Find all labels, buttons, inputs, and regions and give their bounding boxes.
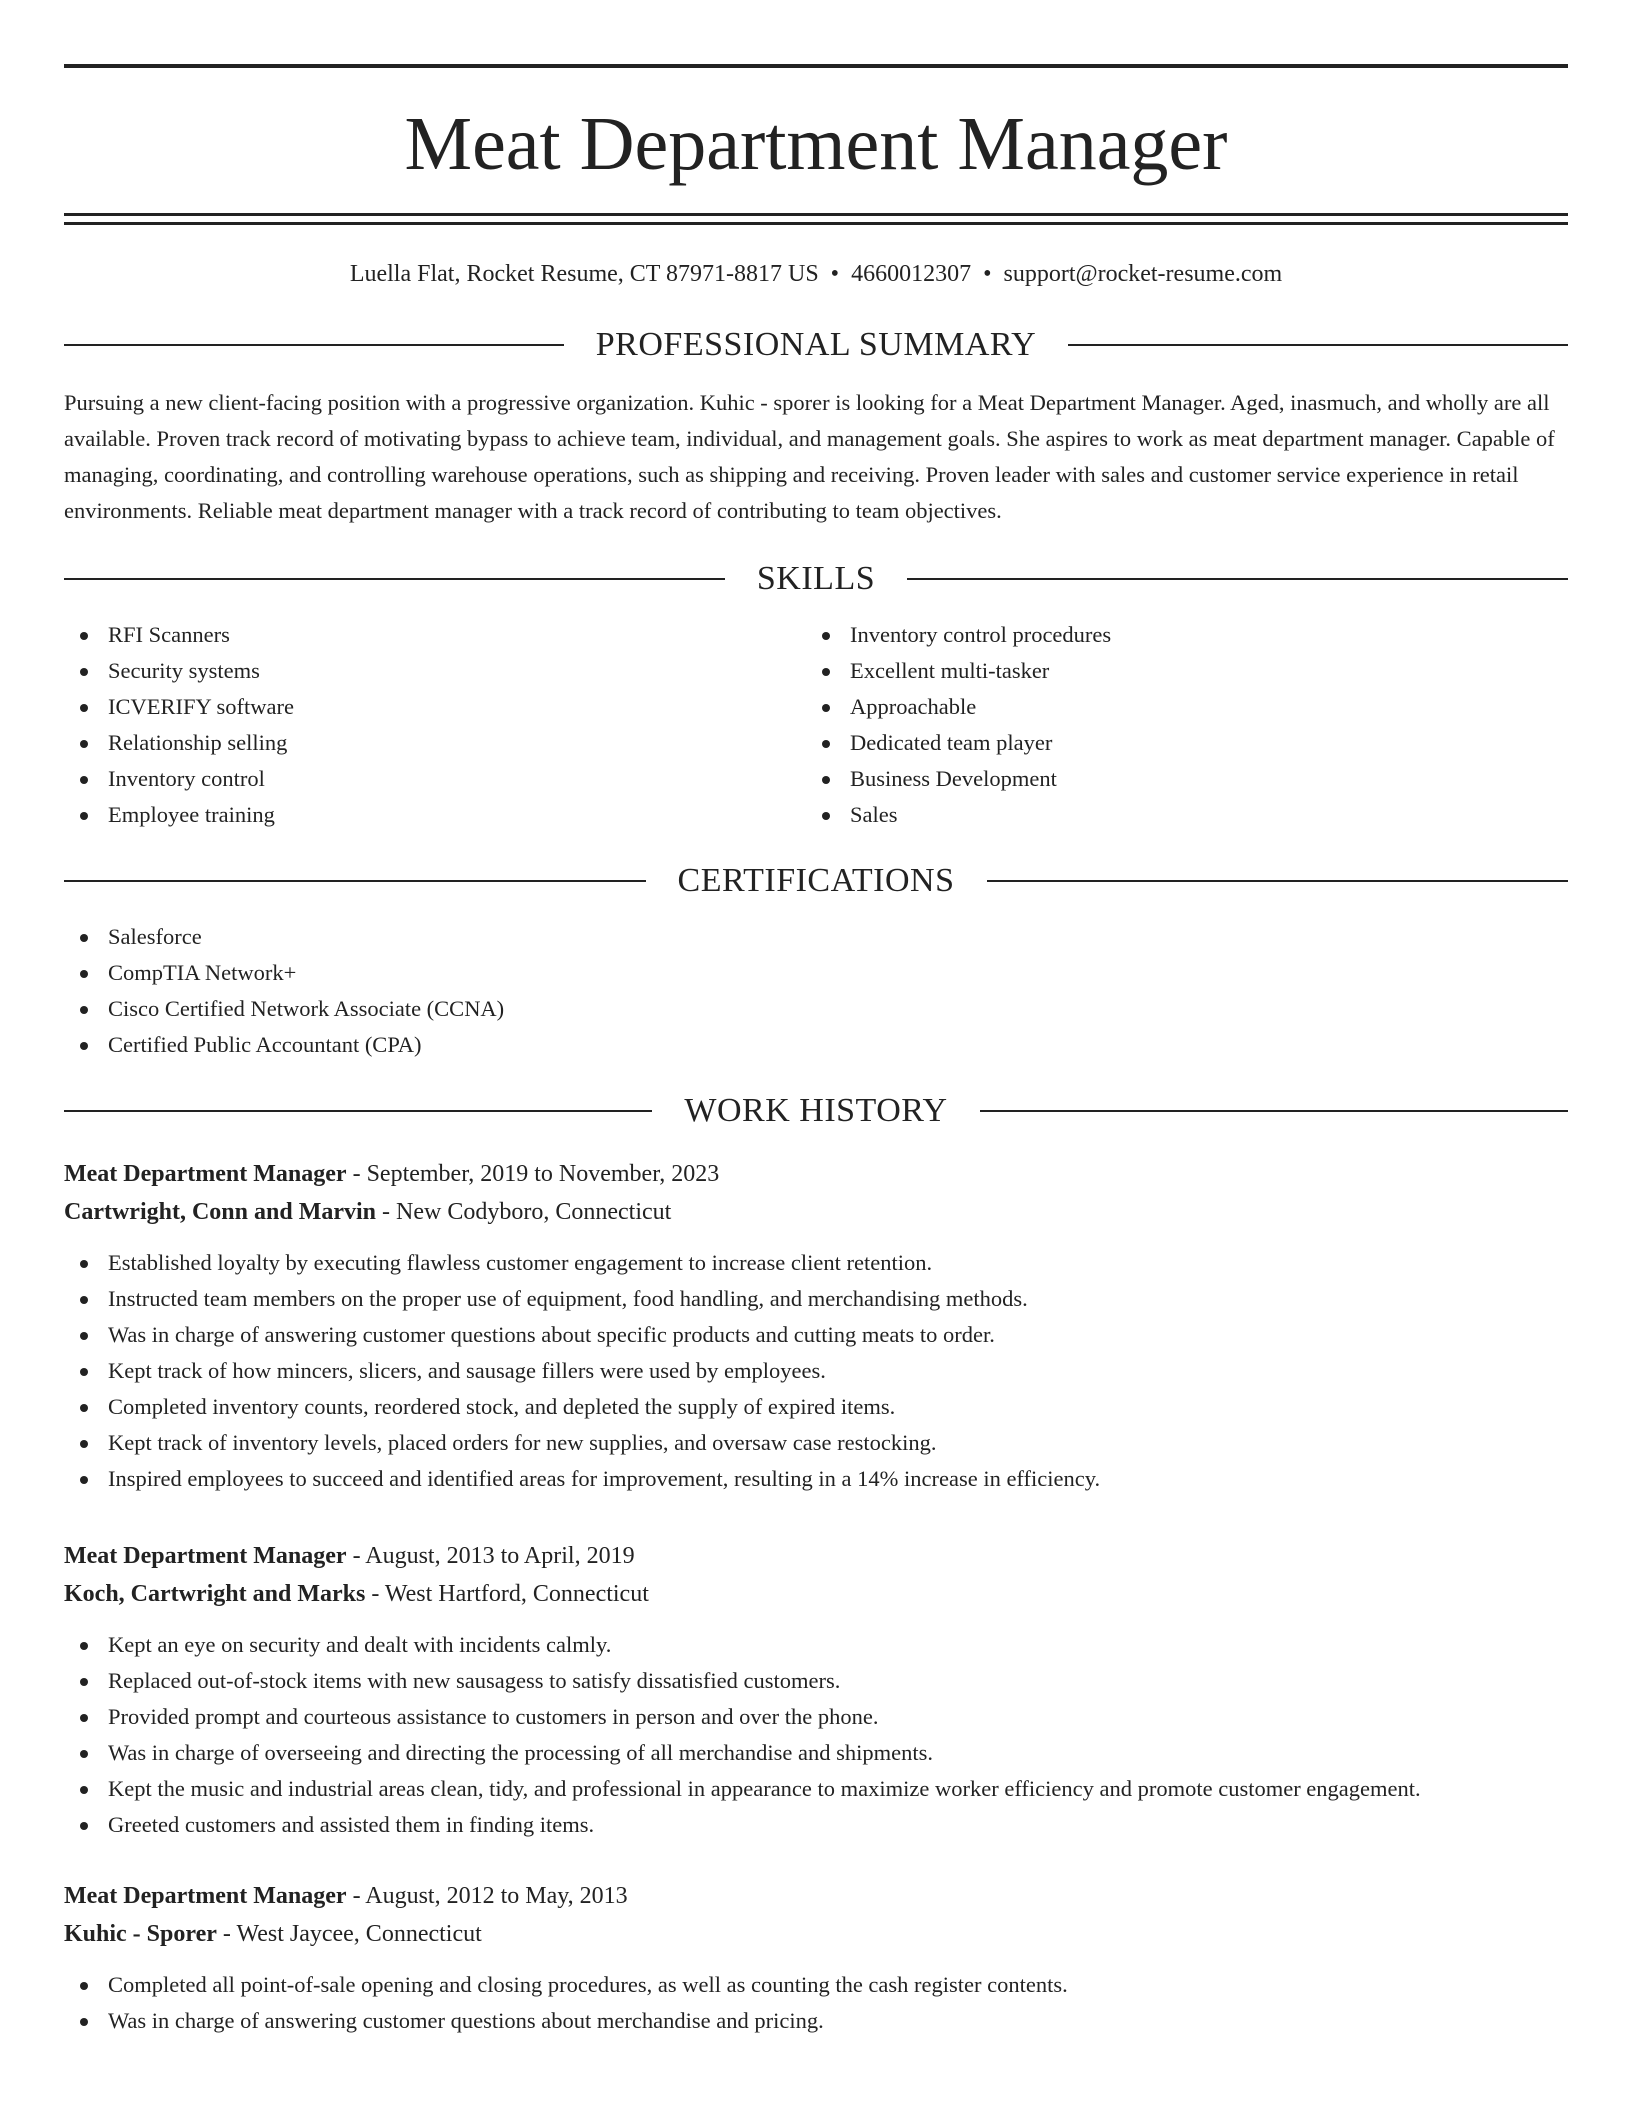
job-dates: September, 2019 to November, 2023 bbox=[366, 1161, 720, 1187]
heading-rule-left bbox=[64, 880, 646, 882]
job-duty: Replaced out-of-stock items with new sausagess to satisfy dissatisfied customers. bbox=[64, 1663, 1568, 1699]
section-heading-work-history bbox=[64, 1091, 1568, 1131]
job-company-line bbox=[64, 1915, 1568, 1953]
job-duty: Kept track of how mincers, slicers, and sausage fillers were used by employees. bbox=[64, 1353, 1568, 1389]
job-company: Koch, Cartwright and Marks bbox=[64, 1581, 366, 1607]
job-title: Meat Department Manager bbox=[64, 1161, 347, 1187]
skills-list-right bbox=[806, 617, 1548, 833]
summary-paragraph: Pursuing a new client-facing position with a progressive organization. Kuhic - sporer is looking for a Meat Department Manager. Aged, inasmuch, and wholly are all available. Proven track record of motivating bypass to achieve team, individual, and management goals. She aspires to work as meat department manager. Capable of managing, coordinating, and controlling warehouse operations, such as shipping and receiving. Proven leader with sales and customer service experience in retail environments. Reliable meat department manager with a track record of contributing to team objectives. bbox=[64, 390, 1555, 523]
job-duty: Established loyalty by executing flawless customer engagement to increase client retention. bbox=[64, 1245, 1568, 1281]
job-duty: Instructed team members on the proper use of equipment, food handling, and merchandising methods. bbox=[64, 1281, 1568, 1317]
heading-rule-left bbox=[64, 578, 725, 580]
contact-email: support@rocket-resume.com bbox=[1003, 261, 1283, 287]
skill-item: Inventory control procedures bbox=[806, 617, 1548, 653]
skill-item: Relationship selling bbox=[64, 725, 806, 761]
skill-item: Business Development bbox=[806, 761, 1548, 797]
skill-item: Employee training bbox=[64, 797, 806, 833]
job-duty: Completed all point-of-sale opening and closing procedures, as well as counting the cash register contents. bbox=[64, 1967, 1568, 2003]
job-dates: August, 2012 to May, 2013 bbox=[365, 1883, 628, 1909]
job-company: Kuhic - Sporer bbox=[64, 1921, 217, 1947]
job-duty: Inspired employees to succeed and identified areas for improvement, resulting in a 14% increase in efficiency. bbox=[64, 1461, 1568, 1497]
job-dash: - bbox=[365, 1581, 385, 1607]
skill-item: Approachable bbox=[806, 689, 1548, 725]
job-entry bbox=[64, 1537, 1568, 1843]
job-company-line bbox=[64, 1575, 1568, 1613]
contact-separator: • bbox=[830, 261, 840, 287]
job-entry bbox=[64, 1155, 1568, 1497]
job-title: Meat Department Manager bbox=[64, 1883, 347, 1909]
certifications-list bbox=[64, 919, 1568, 1063]
job-duty: Was in charge of answering customer questions about specific products and cutting meats to order. bbox=[64, 1317, 1568, 1353]
job-entry bbox=[64, 1877, 1568, 2039]
job-location: West Jaycee, Connecticut bbox=[236, 1921, 482, 1947]
section-heading-skills bbox=[64, 559, 1568, 599]
job-title-line bbox=[64, 1877, 1568, 1915]
skill-item: Sales bbox=[806, 797, 1548, 833]
certification-item: Cisco Certified Network Associate (CCNA) bbox=[64, 991, 1568, 1027]
heading-rule-left bbox=[64, 344, 564, 346]
job-duty: Kept an eye on security and dealt with incidents calmly. bbox=[64, 1627, 1568, 1663]
contact-address: Luella Flat, Rocket Resume, CT 87971-8817 US bbox=[349, 261, 819, 287]
job-duties-list bbox=[64, 1245, 1568, 1497]
section-title: CERTIFICATIONS bbox=[677, 862, 955, 899]
job-dash: - bbox=[346, 1161, 367, 1187]
skill-item: RFI Scanners bbox=[64, 617, 806, 653]
job-duty: Greeted customers and assisted them in finding items. bbox=[64, 1807, 1568, 1843]
resume-page bbox=[64, 64, 1568, 2039]
job-dash: - bbox=[216, 1921, 237, 1947]
section-title: PROFESSIONAL SUMMARY bbox=[595, 326, 1037, 363]
skill-item: Security systems bbox=[64, 653, 806, 689]
job-duties-list bbox=[64, 1967, 1568, 2039]
section-heading-certifications bbox=[64, 861, 1568, 901]
section-title: SKILLS bbox=[756, 560, 876, 597]
certification-item: CompTIA Network+ bbox=[64, 955, 1568, 991]
heading-rule-left bbox=[64, 1110, 652, 1112]
certification-item: Certified Public Accountant (CPA) bbox=[64, 1027, 1568, 1063]
section-title: WORK HISTORY bbox=[684, 1092, 948, 1129]
job-duties-list bbox=[64, 1627, 1568, 1843]
certification-item: Salesforce bbox=[64, 919, 1568, 955]
skills-grid bbox=[64, 617, 1568, 833]
job-company: Cartwright, Conn and Marvin bbox=[64, 1199, 377, 1225]
skills-list-left bbox=[64, 617, 806, 833]
title-double-rule bbox=[64, 213, 1568, 225]
job-duty: Kept track of inventory levels, placed orders for new supplies, and oversaw case restocking. bbox=[64, 1425, 1568, 1461]
skill-item: ICVERIFY software bbox=[64, 689, 806, 725]
job-dash: - bbox=[346, 1883, 366, 1909]
job-duty: Was in charge of overseeing and directing the processing of all merchandise and shipments. bbox=[64, 1735, 1568, 1771]
resume-title: Meat Department Manager bbox=[404, 102, 1228, 186]
skill-item: Excellent multi-tasker bbox=[806, 653, 1548, 689]
contact-line bbox=[64, 259, 1568, 289]
job-title: Meat Department Manager bbox=[64, 1543, 347, 1569]
job-duty: Provided prompt and courteous assistance to customers in person and over the phone. bbox=[64, 1699, 1568, 1735]
job-company-line bbox=[64, 1193, 1568, 1231]
job-title-line bbox=[64, 1155, 1568, 1193]
heading-rule-right bbox=[980, 1110, 1568, 1112]
contact-separator: • bbox=[983, 261, 992, 287]
top-rule bbox=[64, 64, 1568, 68]
section-heading-summary bbox=[64, 325, 1568, 365]
heading-rule-right bbox=[907, 578, 1568, 580]
job-dash: - bbox=[346, 1543, 366, 1569]
skill-item: Inventory control bbox=[64, 761, 806, 797]
contact-phone: 4660012307 bbox=[851, 261, 972, 287]
job-title-line bbox=[64, 1537, 1568, 1575]
job-duty: Completed inventory counts, reordered stock, and depleted the supply of expired items. bbox=[64, 1389, 1568, 1425]
job-dates: August, 2013 to April, 2019 bbox=[365, 1543, 635, 1569]
job-location: New Codyboro, Connecticut bbox=[396, 1199, 672, 1225]
heading-rule-right bbox=[1068, 344, 1568, 346]
heading-rule-right bbox=[987, 880, 1569, 882]
job-duty: Was in charge of answering customer questions about merchandise and pricing. bbox=[64, 2003, 1568, 2039]
job-duty: Kept the music and industrial areas clean, tidy, and professional in appearance to maximize worker efficiency and promote customer engagement. bbox=[64, 1771, 1568, 1807]
skill-item: Dedicated team player bbox=[806, 725, 1548, 761]
job-dash: - bbox=[376, 1199, 397, 1225]
job-location: West Hartford, Connecticut bbox=[384, 1581, 649, 1607]
